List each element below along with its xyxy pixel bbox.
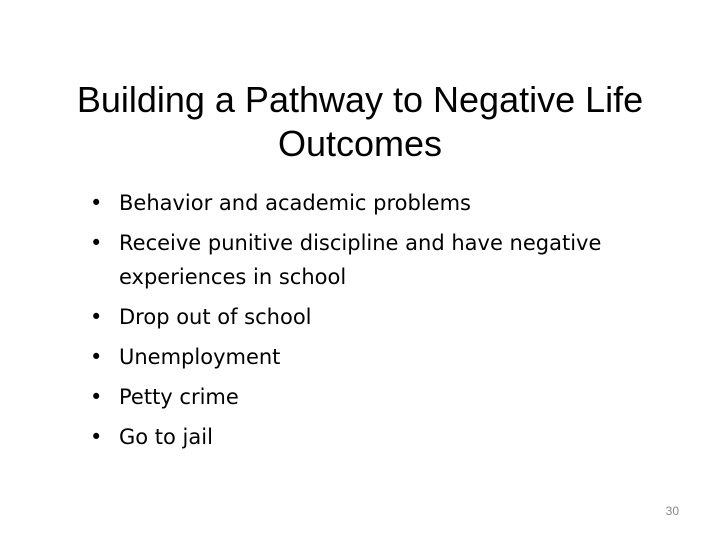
bullet-item: [90, 417, 650, 457]
bullet-dot-icon: •: [90, 425, 103, 449]
bullet-list: [90, 183, 650, 457]
bullet-item: [90, 183, 650, 223]
bullet-dot-icon: •: [90, 305, 103, 329]
bullet-dot-icon: •: [90, 345, 103, 369]
bullet-item: [90, 297, 650, 337]
bullet-text: Unemployment: [119, 345, 281, 369]
bullet-item: [90, 377, 650, 417]
bullet-text: Go to jail: [119, 425, 213, 449]
page-number: 30: [665, 504, 679, 518]
bullet-text: Behavior and academic problems: [119, 191, 471, 215]
bullet-dot-icon: •: [90, 231, 103, 255]
bullet-text: Petty crime: [119, 385, 239, 409]
bullet-text: Drop out of school: [119, 305, 312, 329]
bullet-text: Receive punitive discipline and have negative experiences in school: [119, 231, 602, 289]
bullet-item: [90, 337, 650, 377]
bullet-dot-icon: •: [90, 385, 103, 409]
slide-title: Building a Pathway to Negative Life Outcomes: [76, 79, 644, 164]
bullet-item: [90, 223, 650, 297]
bullet-dot-icon: •: [90, 191, 103, 215]
